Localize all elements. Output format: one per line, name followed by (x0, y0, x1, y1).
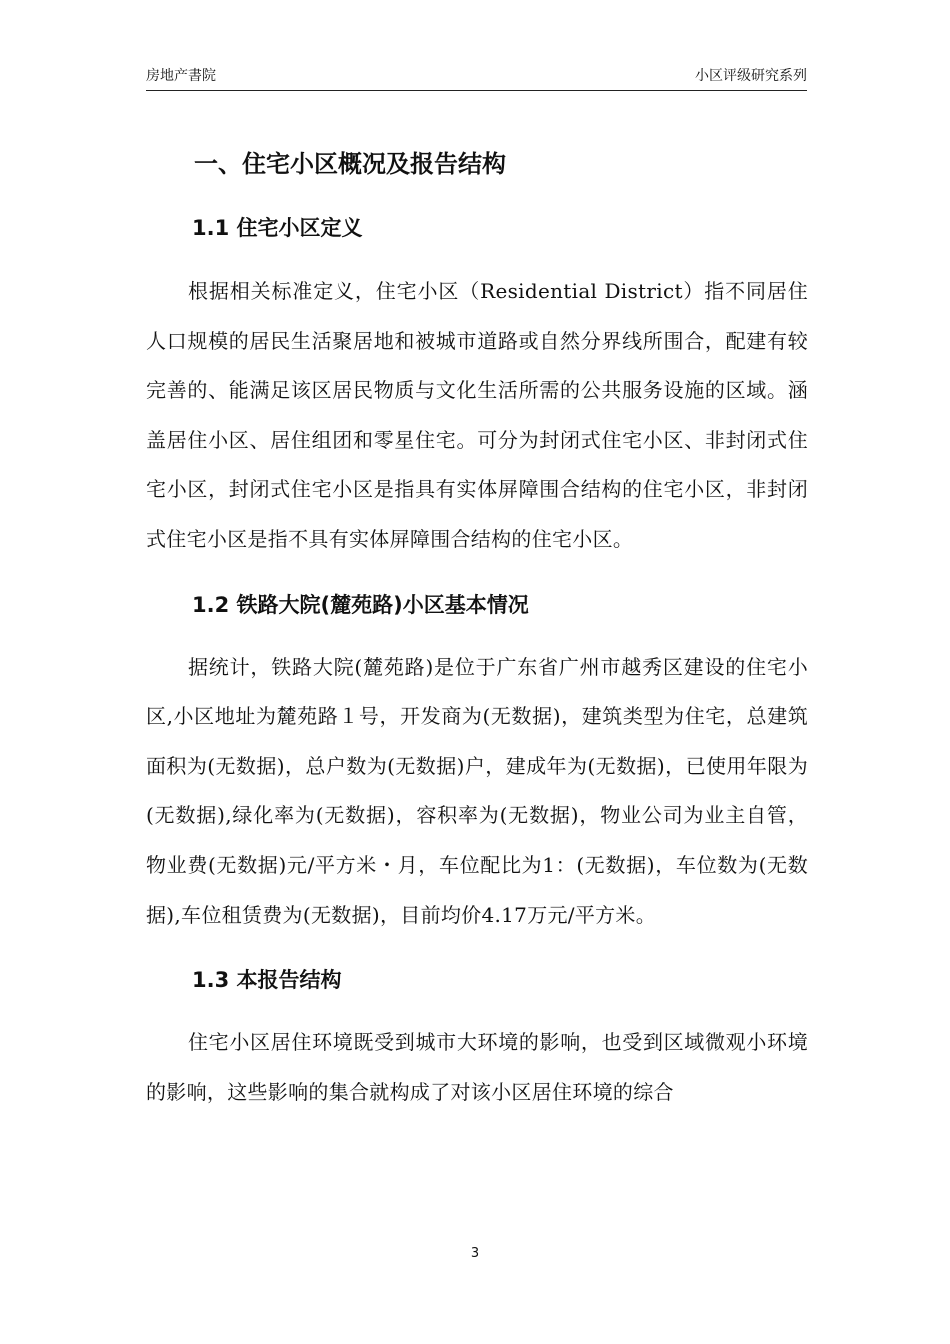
subsection-heading-report-structure: 1.3 本报告结构 (192, 968, 342, 993)
header-series-title: 小区评级研究系列 (695, 68, 807, 84)
page-number: 3 (470, 1246, 480, 1261)
paragraph-report-structure: 住宅小区居住环境既受到城市大环境的影响，也受到区域微观小环境的影响，这些影响的集合就构成了对该小区居住环境的综合 (146, 1030, 808, 1104)
section-title: 一、住宅小区概况及报告结构 (194, 150, 506, 178)
paragraph-definition: 根据相关标准定义，住宅小区（Residential District）指不同居住人口规模的居民生活聚居地和被城市道路或自然分界线所围合，配建有较完善的、能满足该区居民物质与文化生活所需的公共服务设施的区域。涵盖居住小区、居住组团和零星住宅。可分为封闭式住宅小区、非封闭式住宅小区，封闭式住宅小区是指具有实体屏障围合结构的住宅小区，非封闭式住宅小区是指不具有实体屏障围合结构的住宅小区。 (146, 279, 808, 551)
header-publisher: 房地产書院 (146, 68, 216, 84)
paragraph-basic-info: 据统计，铁路大院(麓苑路)是位于广东省广州市越秀区建设的住宅小区,小区地址为麓苑路１号，开发商为(无数据)，建筑类型为住宅，总建筑面积为(无数据)，总户数为(无数据)户，建成年为(无数据)，已使用年限为(无数据),绿化率为(无数据)，容积率为(无数据)，物业公司为业主自管，物业费(无数据)元/平方米・月，车位配比为1：(无数据)，车位数为(无数据),车位租赁费为(无数据)，目前均价4.17万元/平方米。 (146, 654, 808, 927)
document-body (146, 140, 808, 1117)
subsection-heading-basic-info: 1.2 铁路大院(麓苑路)小区基本情况 (192, 592, 529, 617)
subsection-heading-definition: 1.1 住宅小区定义 (192, 216, 363, 240)
page-header (146, 64, 807, 91)
